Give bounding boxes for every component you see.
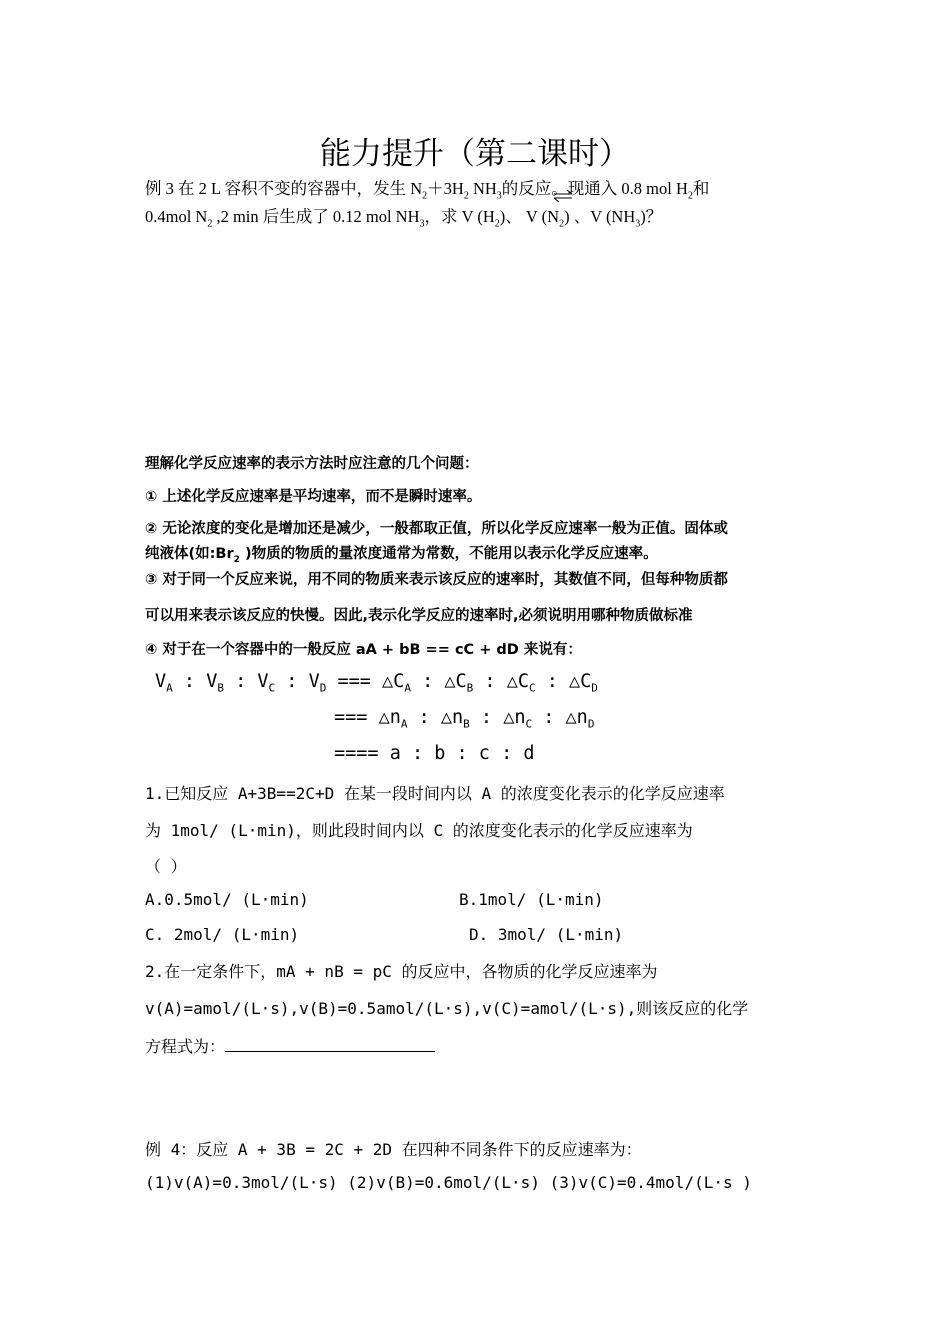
q2-line1: 2.在一定条件下，mA + nB = pC 的反应中，各物质的化学反应速率为 [145, 962, 658, 981]
f: : [469, 707, 504, 728]
sub: A [400, 717, 408, 731]
note-3-line2: 可以用来表示该反应的快慢。因此,表示化学反应的速率时,必须说明用哪种物质做标准 [145, 608, 693, 624]
ex3-text: )、 V (N [499, 207, 560, 226]
f: △C [569, 671, 592, 692]
ex3-text-a: 例 3 在 2 L 容积不变的容器中，发生 N [145, 179, 423, 198]
formula-row-1 [155, 671, 598, 695]
f: === [334, 707, 379, 728]
sub: A [404, 681, 411, 695]
f: V [206, 671, 218, 692]
sub: 2 [207, 218, 213, 230]
f: △n [565, 707, 588, 728]
sub: 3 [635, 218, 641, 230]
note-4: ④ 对于在一个容器中的一般反应 aA + bB == cC + dD 来说有： [145, 642, 582, 658]
sub: D [587, 717, 595, 731]
sub: C [525, 717, 533, 731]
sub: 2 [687, 190, 693, 202]
f: : [407, 707, 441, 728]
f: : [473, 671, 507, 692]
sub: B [463, 717, 470, 731]
f: V [155, 671, 167, 692]
answer-blank[interactable] [225, 1037, 435, 1052]
f: △C [444, 671, 467, 692]
example4-line1: 例 4：反应 A + 3B = 2C + 2D 在四种不同条件下的反应速率为： [145, 1140, 642, 1159]
q1-line1: 1.已知反应 A+3B==2C+D 在某一段时间内以 A 的浓度变化表示的化学反应速率 [145, 784, 725, 803]
q1-option-c: C. 2mol/ (L·min) [145, 925, 300, 944]
formula-row-3: ==== a : b : c : d [334, 743, 535, 764]
q2-line2: v(A)=amol/(L·s),v(B)=0.5amol/(L·s),v(C)=amol/(L·s),则该反应的化学 [145, 999, 749, 1018]
f: △C [382, 671, 405, 692]
f: △n [378, 707, 401, 728]
sub: D [591, 681, 598, 695]
q1-line2: 为 1mol/ (L·min)，则此段时间内以 C 的浓度变化表示的化学反应速率为 [145, 821, 693, 840]
ex3-text-d: 的反应。现通入 0.8 mol H [501, 179, 688, 198]
sub: 3 [419, 218, 425, 230]
example3-line1 [145, 175, 709, 201]
sub: D [319, 681, 327, 695]
ex3-text: ) 、V (NH [564, 207, 636, 226]
q2-line3 [145, 1034, 435, 1057]
sub: 2 [422, 190, 428, 202]
ex3-text: )？ [640, 207, 663, 226]
note-text: 纯液体(如:Br [145, 546, 234, 562]
f: : [535, 671, 570, 692]
f: △C [506, 671, 529, 692]
ex3-text: 0.4mol N [145, 207, 208, 226]
f: === [326, 671, 383, 692]
q1-option-b: B.1mol/ (L·min) [459, 890, 604, 909]
sub: 2 [559, 218, 565, 230]
sub: A [166, 681, 173, 695]
sub: B [466, 681, 474, 695]
f: V [308, 671, 320, 692]
ex3-text-e: 和 [692, 179, 710, 198]
f: : [410, 671, 445, 692]
sub: B [217, 681, 224, 695]
sub: C [268, 681, 276, 695]
note-2-line2 [145, 542, 658, 565]
ex3-text: ，求 V (H [424, 207, 495, 226]
reversible-arrow-icon [552, 188, 574, 204]
page-title: 能力提升（第二课时） [320, 136, 630, 172]
q2-label: 方程式为： [145, 1037, 226, 1056]
f: : [223, 671, 258, 692]
sub: 3 [496, 190, 502, 202]
sub: 2 [463, 190, 469, 202]
f: V [257, 671, 269, 692]
q1-option-d: D. 3mol/ (L·min) [469, 925, 624, 944]
ex3-text-c: NH [468, 179, 497, 198]
sub: C [528, 681, 536, 695]
f: : [275, 671, 309, 692]
example3-line2 [145, 203, 662, 229]
formula-row-2 [334, 707, 594, 731]
notes-heading: 理解化学反应速率的表示方法时应注意的几个问题： [145, 456, 479, 472]
q1-line3: （ ） [145, 857, 187, 876]
ex3-text-b: ＋3H [427, 179, 464, 198]
ex3-text: ,2 min 后生成了 0.12 mol NH [212, 207, 420, 226]
sub: 2 [494, 218, 500, 230]
note-1: ① 上述化学反应速率是平均速率，而不是瞬时速率。 [145, 489, 482, 505]
sub: 2 [233, 554, 240, 565]
example4-line2: (1)v(A)=0.3mol/(L·s) (2)v(B)=0.6mol/(L·s) (3)v(C)=0.4mol/(L·s ) [145, 1173, 752, 1192]
f: : [532, 707, 566, 728]
note-text: )物质的物质的量浓度通常为常数，不能用以表示化学反应速率。 [239, 546, 658, 562]
q1-option-a: A.0.5mol/ (L·min) [145, 890, 309, 909]
f: : [172, 671, 207, 692]
note-3-line1: ③ 对于同一个反应来说，用不同的物质来表示该反应的速率时，其数值不同，但每种物质都 [145, 572, 728, 588]
f: △n [503, 707, 526, 728]
note-2-line1: ② 无论浓度的变化是增加还是减少，一般都取正值，所以化学反应速率一般为正值。固体或 [145, 521, 728, 537]
f: △n [440, 707, 464, 728]
